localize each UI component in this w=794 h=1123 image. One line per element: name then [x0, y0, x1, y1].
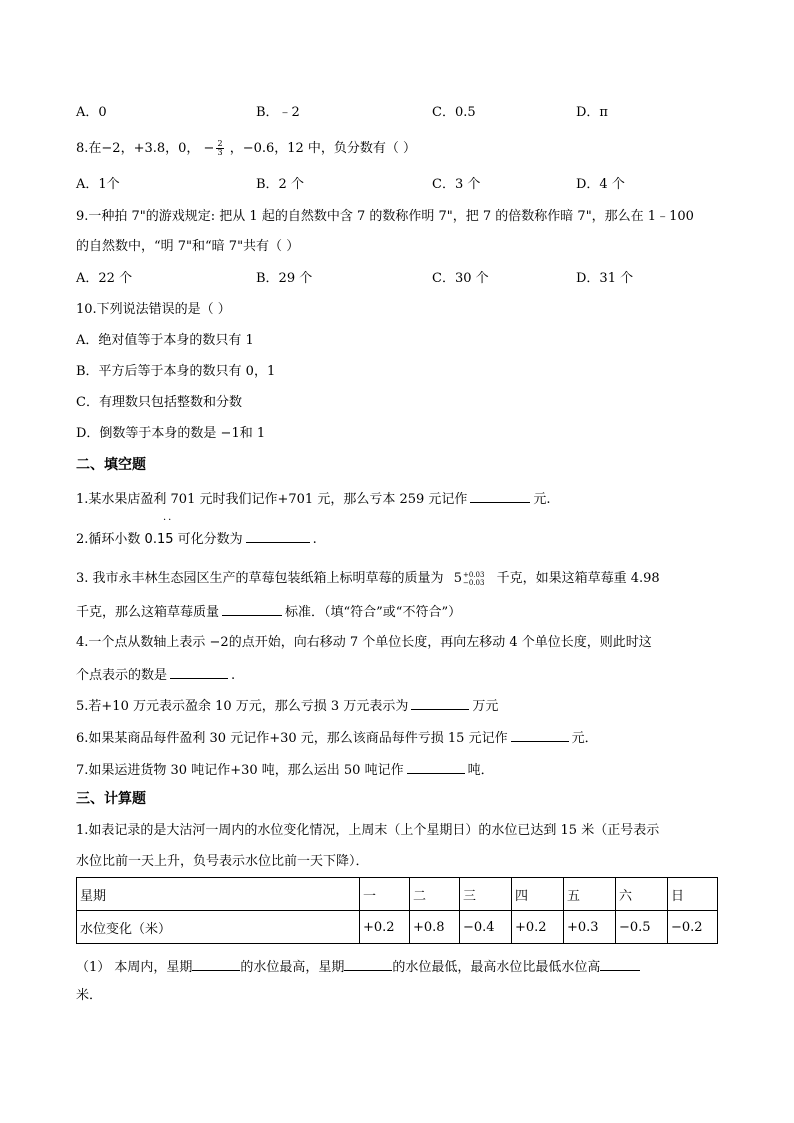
table-cell-change: +0.2 — [512, 911, 564, 944]
q10-option-b: B．平方后等于本身的数只有 0，1 — [76, 364, 276, 379]
fill-q3-tolerance — [463, 572, 484, 587]
fill-q1-text: 1.某水果店盈利 701 元时我们记作+701 元，那么亏本 259 元记作 — [76, 492, 468, 507]
table-cell-change: +0.8 — [410, 911, 460, 944]
fill-q7-blank[interactable] — [407, 761, 465, 774]
fill-q5-text: 5.若+10 万元表示盈余 10 万元，那么亏损 3 万元表示为 — [76, 699, 409, 714]
q10-option-c: C．有理数只包括整数和分数 — [76, 395, 242, 410]
q8-stem-before: 8.在−2，+3.8，0， — [76, 141, 200, 156]
table-cell-change: −0.2 — [668, 911, 718, 944]
q9-option-c: C．30 个 — [432, 271, 489, 286]
fill-q3-text: 3. 我市永丰林生态园区生产的草莓包装纸箱上标明草莓的质量为 — [76, 571, 444, 586]
fill-q3-line2-text: 千克，那么这箱草莓质量 — [76, 605, 220, 620]
section3-title: 三、计算题 — [76, 791, 146, 807]
q8-fraction-numerator: 2 — [217, 139, 223, 148]
q9-option-a: A．22 个 — [76, 271, 133, 286]
fill-q2-text: 2.循环小数 — [76, 532, 141, 547]
fill-q7-unit: 吨． — [467, 763, 494, 778]
fill-q2-decimal: 0.15 — [144, 532, 174, 547]
calc-q1-line2: 水位比前一天上升，负号表示水位比前一天下降）． — [76, 854, 369, 869]
fill-q6-blank[interactable] — [511, 729, 569, 742]
fill-q5-blank[interactable] — [411, 697, 469, 710]
q8-fraction — [216, 140, 223, 157]
q10-stem: 10.下列说法错误的是（ ） — [76, 302, 231, 317]
table-cell-day: 日 — [668, 878, 718, 911]
q10-option-d: D．倒数等于本身的数是 −1和 1 — [76, 426, 266, 441]
table-cell-change: +0.2 — [360, 911, 410, 944]
table-header-weekday: 星期 — [77, 878, 360, 911]
fill-q3-blank[interactable] — [222, 603, 282, 616]
fill-q4-line2 — [76, 666, 235, 682]
calc-q1-sub1-blank-3[interactable] — [600, 958, 640, 971]
q9-option-b: B．29 个 — [256, 271, 313, 286]
fill-q4-line1: 4.一个点从数轴上表示 −2的点开始，向右移动 7 个单位长度，再向左移动 4 个单位长度，则此时这 — [76, 635, 652, 650]
table-header-change: 水位变化（米） — [77, 911, 360, 944]
table-row-days — [77, 878, 718, 911]
table-cell-day: 六 — [616, 878, 668, 911]
fill-q2-blank[interactable] — [246, 530, 310, 543]
fill-q2 — [76, 530, 317, 546]
table-cell-day: 四 — [512, 878, 564, 911]
fill-q7 — [76, 761, 494, 777]
q7-option-c: C．0.5 — [432, 105, 476, 120]
q8-fraction-denominator: 3 — [217, 148, 223, 157]
q8-stem-after: ，−0.6，12 中，负分数有（ ） — [229, 141, 417, 156]
q8-option-d: D．4 个 — [576, 177, 625, 192]
calc-q1-sub1 — [76, 958, 640, 974]
fill-q3-line2 — [76, 603, 461, 619]
fill-q6 — [76, 729, 598, 745]
q7-option-b: B．﹣2 — [256, 105, 300, 120]
fill-q3-lower: −0.03 — [462, 578, 485, 587]
fill-q2-period: . — [312, 532, 317, 547]
fill-q5-unit: 万元 — [472, 699, 499, 714]
q10-option-a: A．绝对值等于本身的数只有 1 — [76, 333, 254, 348]
calc-q1-sub1-text-b: 的水位最高，星期 — [240, 960, 345, 975]
fill-q1 — [76, 490, 551, 506]
table-cell-day: 一 — [360, 878, 410, 911]
q9-stem-line2: 的自然数中，“明 7"和“暗 7"共有（ ） — [76, 239, 300, 254]
fill-q4-text: 个点表示的数是 — [76, 668, 168, 683]
q8-option-b: B．2 个 — [256, 177, 304, 192]
fill-q4-period: . — [231, 668, 236, 683]
fill-q3-line1 — [76, 572, 660, 587]
table-cell-day: 二 — [410, 878, 460, 911]
table-cell-change: +0.3 — [564, 911, 616, 944]
repeating-dots: ·· — [163, 515, 174, 526]
fill-q2-text-after: 可化分数为 — [177, 532, 243, 547]
fill-q3-line2-after: 标准．（填“符合”或“不符合”） — [285, 605, 462, 620]
fill-q3-mass-base: 5 — [453, 571, 462, 586]
q8-stem — [76, 140, 416, 157]
q9-stem-line1: 9.一种拍 7"的游戏规定: 把从 1 起的自然数中含 7 的数称作明 7"，把 7 的倍数称作暗 7"，那么在 1﹣100 — [76, 209, 694, 224]
table-cell-change: −0.4 — [460, 911, 512, 944]
calc-q1-sub1-text-c: 的水位最低，最高水位比最低水位高 — [392, 960, 601, 975]
fill-q1-blank[interactable] — [470, 490, 530, 503]
q8-fraction-sign: − — [203, 141, 215, 156]
section2-title: 二、填空题 — [76, 457, 146, 473]
q9-option-d: D．31 个 — [576, 271, 634, 286]
table-cell-day: 三 — [460, 878, 512, 911]
q7-option-d: D．π — [576, 105, 608, 120]
calc-q1-sub1-blank-2[interactable] — [344, 958, 392, 971]
fill-q1-unit: 元. — [533, 492, 551, 507]
fill-q3-text-after: 千克，如果这箱草莓重 4.98 — [496, 571, 660, 586]
q8-option-c: C．3 个 — [432, 177, 481, 192]
fill-q5 — [76, 697, 498, 713]
calc-q1-line1: 1.如表记录的是大沽河一周内的水位变化情况，上周末（上个星期日）的水位已达到 15 米（正号表示 — [76, 823, 660, 838]
calc-q1-sub1-end: 米． — [76, 988, 103, 1003]
calc-q1-sub1-text-a: （1） 本周内，星期 — [76, 960, 193, 975]
table-cell-change: −0.5 — [616, 911, 668, 944]
q8-option-a: A．1个 — [76, 177, 120, 192]
fill-q7-text: 7.如果运进货物 30 吨记作+30 吨，那么运出 50 吨记作 — [76, 763, 404, 778]
fill-q6-unit: 元． — [571, 731, 598, 746]
table-row-changes — [77, 911, 718, 944]
water-level-table — [76, 877, 718, 944]
fill-q4-blank[interactable] — [170, 666, 228, 679]
q7-option-a: A．0 — [76, 105, 107, 120]
table-cell-day: 五 — [564, 878, 616, 911]
fill-q3-upper: +0.03 — [462, 571, 485, 579]
fill-q6-text: 6.如果某商品每件盈利 30 元记作+30 元，那么该商品每件亏损 15 元记作 — [76, 731, 508, 746]
calc-q1-sub1-blank-1[interactable] — [192, 958, 240, 971]
